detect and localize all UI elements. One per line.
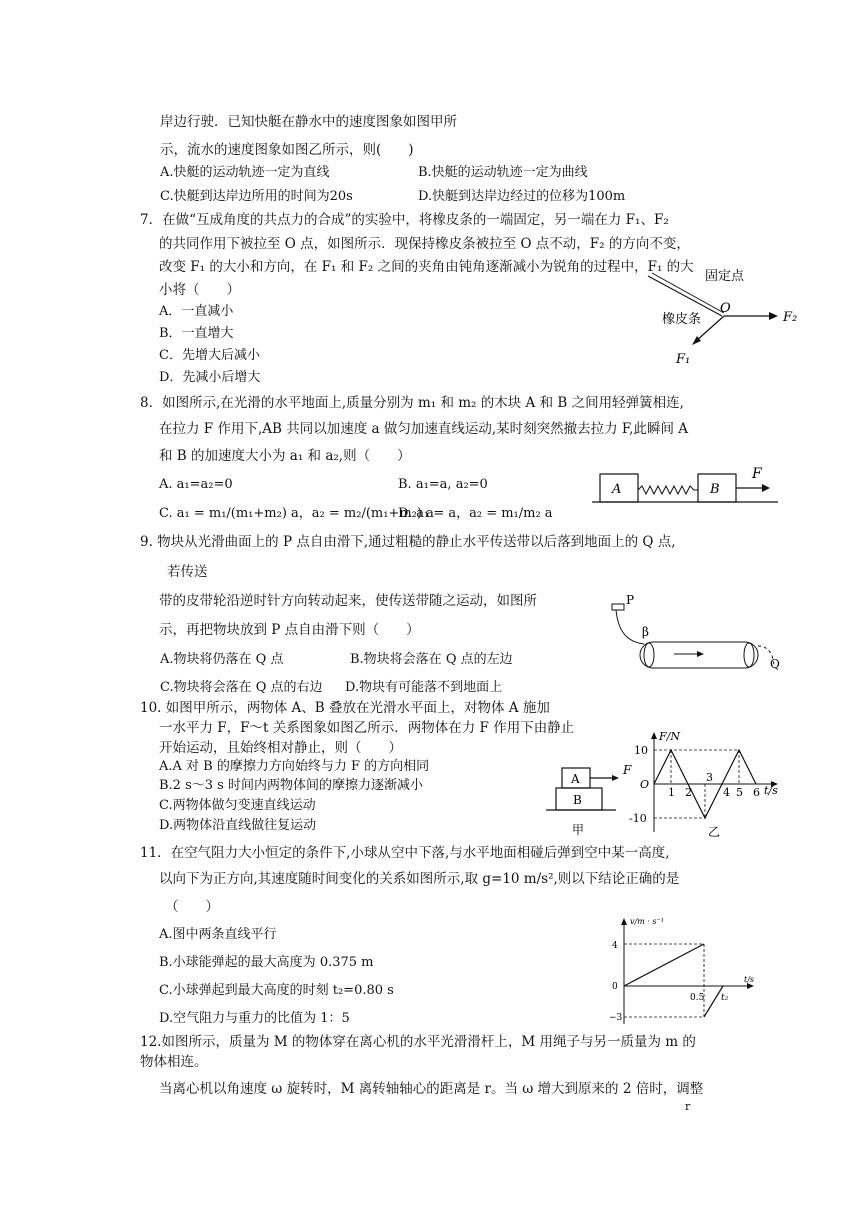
- q9-fig-p-label: P: [626, 593, 635, 607]
- q7-fig-f1-label: F₁: [676, 352, 691, 367]
- q10-figure-yi: [628, 728, 788, 840]
- q11-fig-t2: t₂: [721, 993, 729, 1003]
- q12-line2: 物体相连。: [140, 1054, 208, 1070]
- q10-fig-tick-4: 4: [723, 786, 730, 799]
- q7-fig-rubber-label: 橡皮条: [662, 312, 702, 327]
- q6-line2: 示，流水的速度图象如图乙所示，则( ): [160, 142, 414, 158]
- q10-line3: 开始运动，且始终相对静止，则（ ）: [159, 740, 402, 756]
- q7-fig-f2-label: F₂: [783, 310, 798, 325]
- q10-fig-tick-3: 3: [706, 771, 713, 784]
- q7-line3: 改变 F₁ 的大小和方向，在 F₁ 和 F₂ 之间的夹角由钝角逐渐减小为锐角的过程中，F₁ 的大: [159, 259, 694, 275]
- q11-option-b: B.小球能弹起的最大高度为 0.375 m: [159, 955, 374, 970]
- q9-line4: 示，再把物块放到 P 点自由滑下则（ ）: [159, 622, 420, 638]
- q10-line1: 10. 如图甲所示，两物体 A、B 叠放在光滑水平面上，对物体 A 施加: [140, 700, 550, 716]
- q11-fig-x05: 0.5: [690, 993, 705, 1003]
- q12-tail-r: r: [685, 1100, 691, 1113]
- q6-option-d: D.快艇到达岸边经过的位移为100m: [418, 189, 626, 204]
- q10-fig-f-label: F: [623, 763, 632, 777]
- q10-fig-xlabel: t/s: [764, 784, 778, 797]
- q10-line2: 一水平力 F，F～t 关系图象如图乙所示．两物体在力 F 作用下由静止: [159, 720, 575, 736]
- q9-line1: 9. 物块从光滑曲面上的 P 点自由滑下,通过粗糙的静止水平传送带以后落到地面上的 Q 点,: [140, 534, 676, 550]
- q12-line3: 当离心机以角速度 ω 旋转时，M 离转轴轴心的距离是 r。当 ω 增大到原来的 2 倍时，调整: [159, 1081, 704, 1097]
- q8-fig-f-label: F: [752, 466, 762, 482]
- q9-option-c: C.物块将会落在 Q 点的右边: [160, 680, 323, 695]
- q7-line4: 小将（ ）: [159, 282, 240, 298]
- q10-fig-yneg10: -10: [629, 812, 647, 825]
- q10-fig-b-label: B: [573, 793, 582, 807]
- q10-fig-yi-label: 乙: [708, 825, 721, 839]
- q11-fig-yneg3: −3: [609, 1013, 623, 1023]
- q9-option-b: B.物块将会落在 Q 点的左边: [350, 652, 513, 667]
- q6-option-c: C.快艇到达岸边所用的时间为20s: [160, 189, 353, 204]
- q10-fig-y10: 10: [634, 744, 648, 757]
- q10-fig-ylabel: F/N: [659, 730, 680, 743]
- q8-fig-b-label: B: [710, 482, 720, 497]
- q7-option-b: B．一直增大: [159, 326, 234, 341]
- q10-option-b: B.2 s～3 s 时间内两物体间的摩擦力逐渐减小: [159, 778, 423, 793]
- q7-line2: 的共同作用下被拉至 O 点，如图所示．现保持橡皮条被拉至 O 点不动，F₂ 的方向不变，: [159, 236, 690, 252]
- q11-option-c: C.小球弹起到最大高度的时刻 t₂=0.80 s: [159, 983, 394, 998]
- q6-option-b: B.快艇的运动轨迹一定为曲线: [418, 165, 588, 180]
- q10-fig-tick-1: 1: [668, 786, 675, 799]
- q11-figure: [598, 914, 768, 1028]
- q9-option-d: D.物块有可能落不到地面上: [345, 680, 503, 695]
- q8-fig-a-label: A: [612, 482, 622, 497]
- q11-fig-y0: 0: [612, 982, 618, 992]
- q9-fig-beta-label: β: [642, 625, 649, 639]
- q8-figure: [592, 462, 782, 514]
- q10-fig-tick-5: 5: [736, 786, 743, 799]
- q11-fig-y4: 4: [612, 941, 618, 951]
- q8-option-c: C. a₁ = m₁/(m₁+m₂) a，a₂ = m₂/(m₁+m₂) a: [159, 506, 434, 521]
- q9-option-a: A.物块将仍落在 Q 点: [160, 652, 284, 667]
- q7-line1: 7．在做“互成角度的共点力的合成”的实验中，将橡皮条的一端固定，另一端在力 F₁、F₂: [140, 212, 669, 228]
- q8-option-d: D. a₁ = a，a₂ = m₁/m₂ a: [398, 506, 553, 521]
- q11-fig-xlabel: t/s: [744, 975, 755, 984]
- q7-option-c: C．先增大后减小: [159, 348, 260, 363]
- q8-option-a: A. a₁=a₂=0: [159, 477, 233, 492]
- q9-line3: 带的皮带轮沿逆时针方向转动起来，使传送带随之运动，如图所: [159, 593, 537, 609]
- q10-option-c: C.两物体做匀变速直线运动: [159, 798, 316, 813]
- q11-line2: 以向下为正方向,其速度随时间变化的关系如图所示,取 g=10 m/s²,则以下结论正确的是: [159, 871, 680, 887]
- q11-line3: （ ）: [165, 899, 219, 915]
- q6-option-a: A.快艇的运动轨迹一定为直线: [160, 165, 330, 180]
- q7-fig-fixed-label: 固定点: [705, 269, 745, 284]
- q9-figure: [604, 590, 784, 680]
- q9-fig-q-label: Q: [770, 657, 780, 671]
- q10-fig-a-label: A: [571, 772, 580, 786]
- q6-line1: 岸边行驶．已知快艇在静水中的速度图象如图甲所: [160, 114, 457, 130]
- q8-line1: 8．如图所示,在光滑的水平地面上,质量分别为 m₁ 和 m₂ 的木块 A 和 B 之间用轻弹簧相连,: [140, 395, 684, 411]
- q8-option-b: B. a₁=a, a₂=0: [398, 477, 488, 492]
- q8-line3: 和 B 的加速度大小为 a₁ 和 a₂,则（ ）: [159, 448, 411, 464]
- q9-line2: 若传送: [167, 564, 208, 580]
- q12-line1: 12.如图所示，质量为 M 的物体穿在离心机的水平光滑滑杆上，M 用绳子与另一质量为 m 的: [140, 1034, 696, 1050]
- q7-figure: [640, 266, 810, 376]
- q10-fig-tick-6: 6: [753, 786, 760, 799]
- q10-option-d: D.两物体沿直线做往复运动: [159, 818, 317, 833]
- q11-option-a: A.图中两条直线平行: [159, 927, 277, 942]
- q10-fig-tick-2: 2: [685, 786, 692, 799]
- q10-fig-origin: O: [640, 778, 650, 791]
- q7-option-d: D．先减小后增大: [159, 370, 261, 385]
- q7-fig-o-label: O: [720, 301, 731, 316]
- q8-line2: 在拉力 F 作用下,AB 共同以加速度 a 做匀加速直线运动,某时刻突然撤去拉力 F,此瞬间 A: [159, 421, 689, 437]
- q10-fig-jia-label: 甲: [572, 823, 585, 837]
- q11-line1: 11．在空气阻力大小恒定的条件下,小球从空中下落,与水平地面相碰后弹到空中某一高度,: [140, 845, 670, 861]
- q10-option-a: A.A 对 B 的摩擦力方向始终与力 F 的方向相同: [159, 759, 430, 774]
- q7-option-a: A．一直减小: [159, 304, 234, 319]
- q11-option-d: D.空气阻力与重力的比值为 1：5: [159, 1011, 350, 1026]
- q11-fig-ylabel: v/m · s⁻¹: [630, 917, 664, 926]
